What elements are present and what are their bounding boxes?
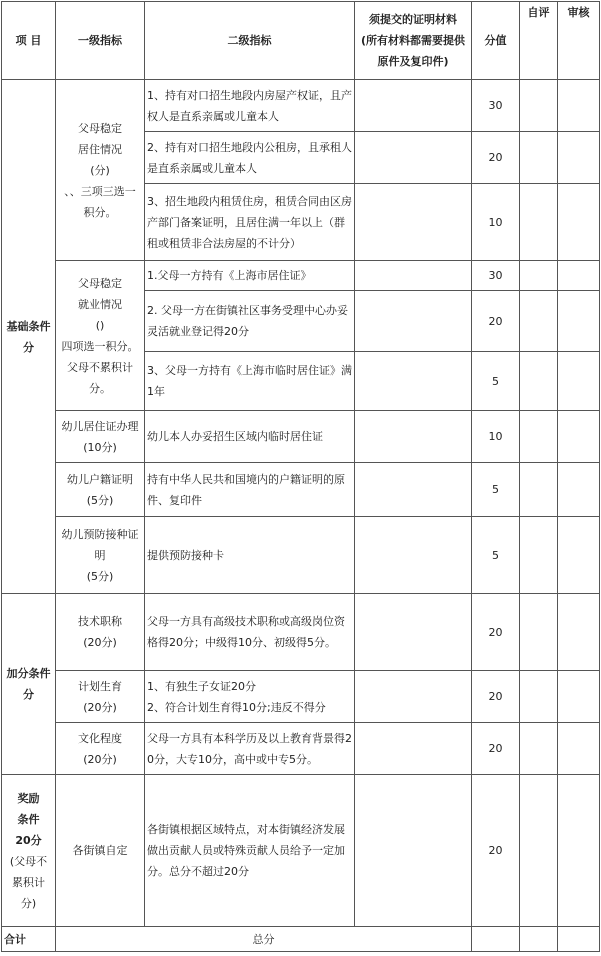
level1-employment-line: 四项选一积分。 <box>61 339 139 353</box>
materials-cell <box>355 184 472 261</box>
table-row <box>2 723 600 775</box>
level2-cell: 1.父母一方持有《上海市居住证》 <box>145 261 355 291</box>
score-cell: 20 <box>472 671 520 723</box>
review-cell <box>558 352 600 411</box>
total-score: 总分 <box>56 927 472 952</box>
level1-housing-line: (分) <box>90 163 110 177</box>
self-eval-cell <box>520 463 558 517</box>
section-reward-line: (父母不 <box>9 854 48 868</box>
level1-housing-line: 积分。 <box>83 205 117 219</box>
score-cell: 10 <box>472 411 520 463</box>
table-row <box>2 411 600 463</box>
header-level2: 二级指标 <box>145 2 355 80</box>
review-cell <box>558 463 600 517</box>
materials-cell <box>355 132 472 184</box>
section-reward-line: 累积计 <box>12 875 45 889</box>
materials-cell <box>355 291 472 352</box>
section-reward-line: 20分 <box>15 833 42 847</box>
section-bonus: 加分条件分 <box>2 594 56 775</box>
score-cell: 20 <box>472 723 520 775</box>
level1-title-line: 技术职称 <box>78 615 122 628</box>
materials-cell <box>355 671 472 723</box>
review-cell <box>558 594 600 671</box>
header-review: 审核 <box>558 2 600 80</box>
level2-cell: 父母一方具有高级技术职称或高级岗位资格得20分；中级得10分、初级得5分。 <box>145 594 355 671</box>
score-cell: 5 <box>472 463 520 517</box>
review-cell <box>558 132 600 184</box>
total-label: 合计 <box>2 927 56 952</box>
review-cell <box>558 184 600 261</box>
level2-line: 1、有独生子女证20分 <box>147 679 256 693</box>
self-eval-cell <box>520 80 558 132</box>
table-row <box>2 594 600 671</box>
table-row <box>2 775 600 927</box>
section-reward-line: 分) <box>20 896 37 910</box>
header-materials-line1: 须提交的证明材料 <box>369 13 457 26</box>
review-cell <box>558 775 600 927</box>
level1-child-residence-line: (10分) <box>83 440 117 454</box>
materials-cell <box>355 463 472 517</box>
table-row <box>2 671 600 723</box>
self-eval-cell <box>520 927 558 952</box>
score-cell: 20 <box>472 132 520 184</box>
score-cell: 20 <box>472 291 520 352</box>
level2-cell: 2. 父母一方在街镇社区事务受理中心办妥灵活就业登记得20分 <box>145 291 355 352</box>
score-cell: 30 <box>472 261 520 291</box>
table-row <box>2 517 600 594</box>
level2-cell: 各街镇根据区域特点，对本街镇经济发展做出贡献人员或特殊贡献人员给予一定加分。总分不超过20分 <box>145 775 355 927</box>
table-row <box>2 80 600 132</box>
level2-cell: 1、持有对口招生地段内房屋产权证，且产权人是直系亲属或儿童本人 <box>145 80 355 132</box>
level1-child-hukou-line: 幼儿户籍证明 <box>67 472 133 486</box>
header-item: 项 目 <box>2 2 56 80</box>
level2-cell: 幼儿本人办妥招生区域内临时居住证 <box>145 411 355 463</box>
level1-housing-line: 居住情况 <box>78 142 122 156</box>
score-cell: 10 <box>472 184 520 261</box>
review-cell <box>558 723 600 775</box>
self-eval-cell <box>520 775 558 927</box>
header-materials-line2: (所有材料都需要提供原件及复印件) <box>360 34 466 68</box>
level1-family-planning-line: (20分) <box>83 700 117 714</box>
level1-child-vaccine <box>56 517 145 594</box>
level1-title <box>56 594 145 671</box>
level1-employment-line: 就业情况 <box>78 297 122 311</box>
self-eval-cell <box>520 291 558 352</box>
materials-cell <box>355 411 472 463</box>
self-eval-cell <box>520 723 558 775</box>
level1-child-vaccine-line: 幼儿预防接种证 <box>61 527 139 541</box>
self-eval-cell <box>520 184 558 261</box>
level2-cell: 父母一方具有本科学历及以上教育背景得20分，大专10分，高中或中专5分。 <box>145 723 355 775</box>
review-cell <box>558 291 600 352</box>
total-score-cell <box>472 927 520 952</box>
level2-cell: 提供预防接种卡 <box>145 517 355 594</box>
self-eval-cell <box>520 411 558 463</box>
section-basic: 基础条件分 <box>2 80 56 594</box>
score-cell: 20 <box>472 594 520 671</box>
level1-family-planning-line: 计划生育 <box>78 679 122 693</box>
level1-child-hukou-line: (5分) <box>86 493 114 507</box>
level1-child-vaccine-line: (5分) <box>86 569 114 583</box>
table-row <box>2 463 600 517</box>
header-row <box>2 2 600 80</box>
level2-cell: 3、招生地段内租赁住房，租赁合同由区房产部门备案证明，且居住满一年以上（群租或租赁非合法房屋的不计分） <box>145 184 355 261</box>
materials-cell <box>355 723 472 775</box>
materials-cell <box>355 517 472 594</box>
level1-employment-line: () <box>95 318 105 332</box>
level1-education <box>56 723 145 775</box>
materials-cell <box>355 352 472 411</box>
review-cell <box>558 927 600 952</box>
review-cell <box>558 671 600 723</box>
score-cell: 5 <box>472 517 520 594</box>
self-eval-cell <box>520 261 558 291</box>
level1-child-hukou <box>56 463 145 517</box>
header-self-eval: 自评 <box>520 2 558 80</box>
level2-cell <box>145 671 355 723</box>
review-cell <box>558 261 600 291</box>
review-cell <box>558 517 600 594</box>
level1-housing-line: 、、三项三选一 <box>64 184 136 198</box>
level2-cell: 3、父母一方持有《上海市临时居住证》满1年 <box>145 352 355 411</box>
admission-score-table <box>1 1 600 952</box>
section-reward <box>2 775 56 927</box>
header-level1: 一级指标 <box>56 2 145 80</box>
score-cell: 5 <box>472 352 520 411</box>
score-cell: 20 <box>472 775 520 927</box>
level1-housing <box>56 80 145 261</box>
level1-child-vaccine-line: 明 <box>94 548 106 562</box>
review-cell <box>558 411 600 463</box>
level1-employment-line: 分。 <box>89 381 111 395</box>
self-eval-cell <box>520 132 558 184</box>
materials-cell <box>355 594 472 671</box>
level2-cell: 2、持有对口招生地段内公租房，且承租人是直系亲属或儿童本人 <box>145 132 355 184</box>
self-eval-cell <box>520 517 558 594</box>
materials-cell <box>355 80 472 132</box>
level1-employment-line: 父母不累积计 <box>67 360 133 374</box>
level1-education-line: 文化程度 <box>78 731 122 745</box>
materials-cell <box>355 775 472 927</box>
table-row <box>2 261 600 291</box>
header-materials <box>355 2 472 80</box>
materials-cell <box>355 261 472 291</box>
level1-housing-line: 父母稳定 <box>78 121 122 135</box>
section-reward-line: 奖励 <box>17 791 40 805</box>
level1-child-residence-line: 幼儿居住证办理 <box>61 419 139 433</box>
section-reward-line: 条件 <box>17 812 40 826</box>
level1-employment <box>56 261 145 411</box>
self-eval-cell <box>520 352 558 411</box>
level1-family-planning <box>56 671 145 723</box>
level1-employment-line: 父母稳定 <box>78 276 122 290</box>
level1-education-line: (20分) <box>83 752 117 766</box>
level2-cell: 持有中华人民共和国境内的户籍证明的原件、复印件 <box>145 463 355 517</box>
level1-title-line: (20分) <box>83 636 117 649</box>
header-score: 分值 <box>472 2 520 80</box>
level2-line: 2、符合计划生育得10分;违反不得分 <box>147 700 326 714</box>
level1-town: 各街镇自定 <box>56 775 145 927</box>
self-eval-cell <box>520 594 558 671</box>
self-eval-cell <box>520 671 558 723</box>
total-row <box>2 927 600 952</box>
level1-child-residence <box>56 411 145 463</box>
review-cell <box>558 80 600 132</box>
score-cell: 30 <box>472 80 520 132</box>
